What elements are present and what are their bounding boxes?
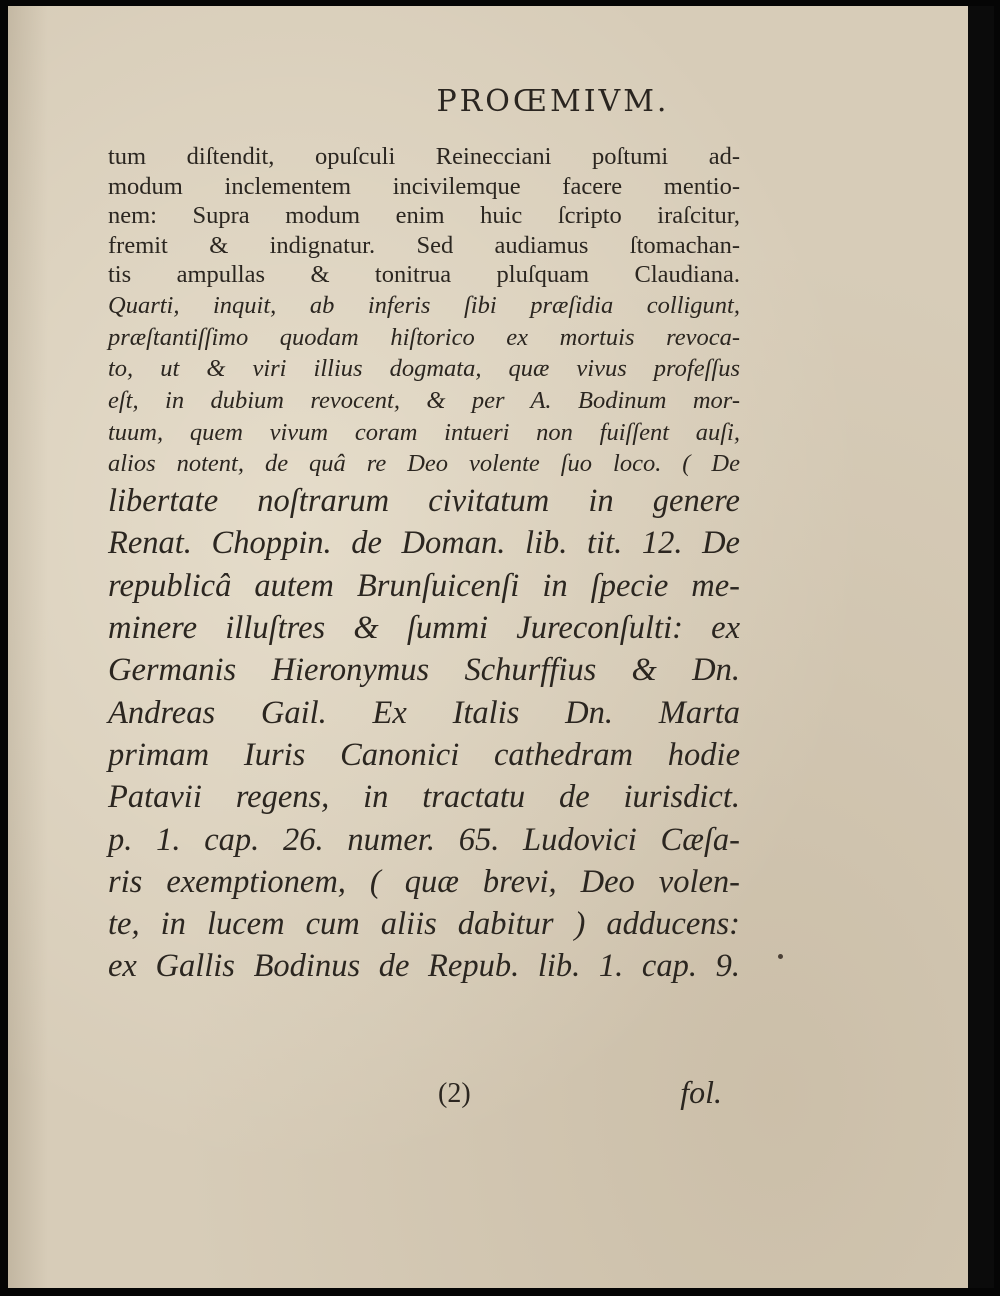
body-text (108, 142, 740, 988)
note-italic-large (108, 480, 740, 988)
catchword: fol. (680, 1074, 722, 1110)
quotation-italic (108, 290, 740, 480)
paragraph-roman (108, 142, 740, 290)
text-line: Patavii regens, in tractatu de iurisdict. (108, 779, 740, 816)
text-line: minere illuſtres & ſummi Jureconſulti: ex (108, 610, 740, 647)
text-line: tuum, quem vivum coram intueri non fuiſſent auſi, (108, 418, 740, 446)
text-line: nem: Supra modum enim huic ſcripto iraſcitur, (108, 202, 740, 230)
text-line: præſtantiſſimo quodam hiſtorico ex mortuis revoca- (108, 323, 740, 351)
running-header: PROŒMIVM. (436, 84, 670, 119)
text-line: modum inclementem incivilemque facere mentio- (108, 172, 740, 200)
signature-mark: (2) (438, 1078, 471, 1109)
text-line: alios notent, de quâ re Deo volente ſuo loco. ( De (108, 450, 740, 478)
book-page (8, 6, 968, 1288)
page-footer (108, 1074, 740, 1118)
text-line: Andreas Gail. Ex Italis Dn. Marta (108, 694, 740, 731)
text-line: ris exemptionem, ( quæ brevi, Deo volen- (108, 863, 740, 900)
text-line: primam Iuris Canonici cathedram hodie (108, 736, 740, 773)
text-line: Quarti, inquit, ab inferis ſibi præſidia colligunt, (108, 291, 740, 319)
text-line: Renat. Choppin. de Doman. lib. tit. 12. De (108, 525, 740, 562)
text-line: ex Gallis Bodinus de Repub. lib. 1. cap. 9. (108, 948, 740, 985)
text-line: fremit & indignatur. Sed audiamus ſtomachan- (108, 231, 740, 259)
text-line: te, in lucem cum aliis dabitur ) adducens: (108, 906, 740, 943)
text-line: Germanis Hieronymus Schurffius & Dn. (108, 652, 740, 689)
text-line: p. 1. cap. 26. numer. 65. Ludovici Cæſa- (108, 821, 740, 858)
ink-speck (778, 954, 783, 959)
text-line: tum diſtendit, opuſculi Reinecciani poſtumi ad- (108, 143, 740, 170)
text-line: tis ampullas & tonitrua pluſquam Claudiana. (108, 261, 740, 289)
text-line: republicâ autem Brunſuicenſi in ſpecie me- (108, 567, 740, 604)
text-line: libertate noſtrarum civitatum in genere (108, 483, 740, 520)
text-line: eſt, in dubium revocent, & per A. Bodinum mor- (108, 387, 740, 415)
text-line: to, ut & viri illius dogmata, quæ vivus profeſſus (108, 355, 740, 383)
page-edge-shadow (968, 6, 994, 1288)
